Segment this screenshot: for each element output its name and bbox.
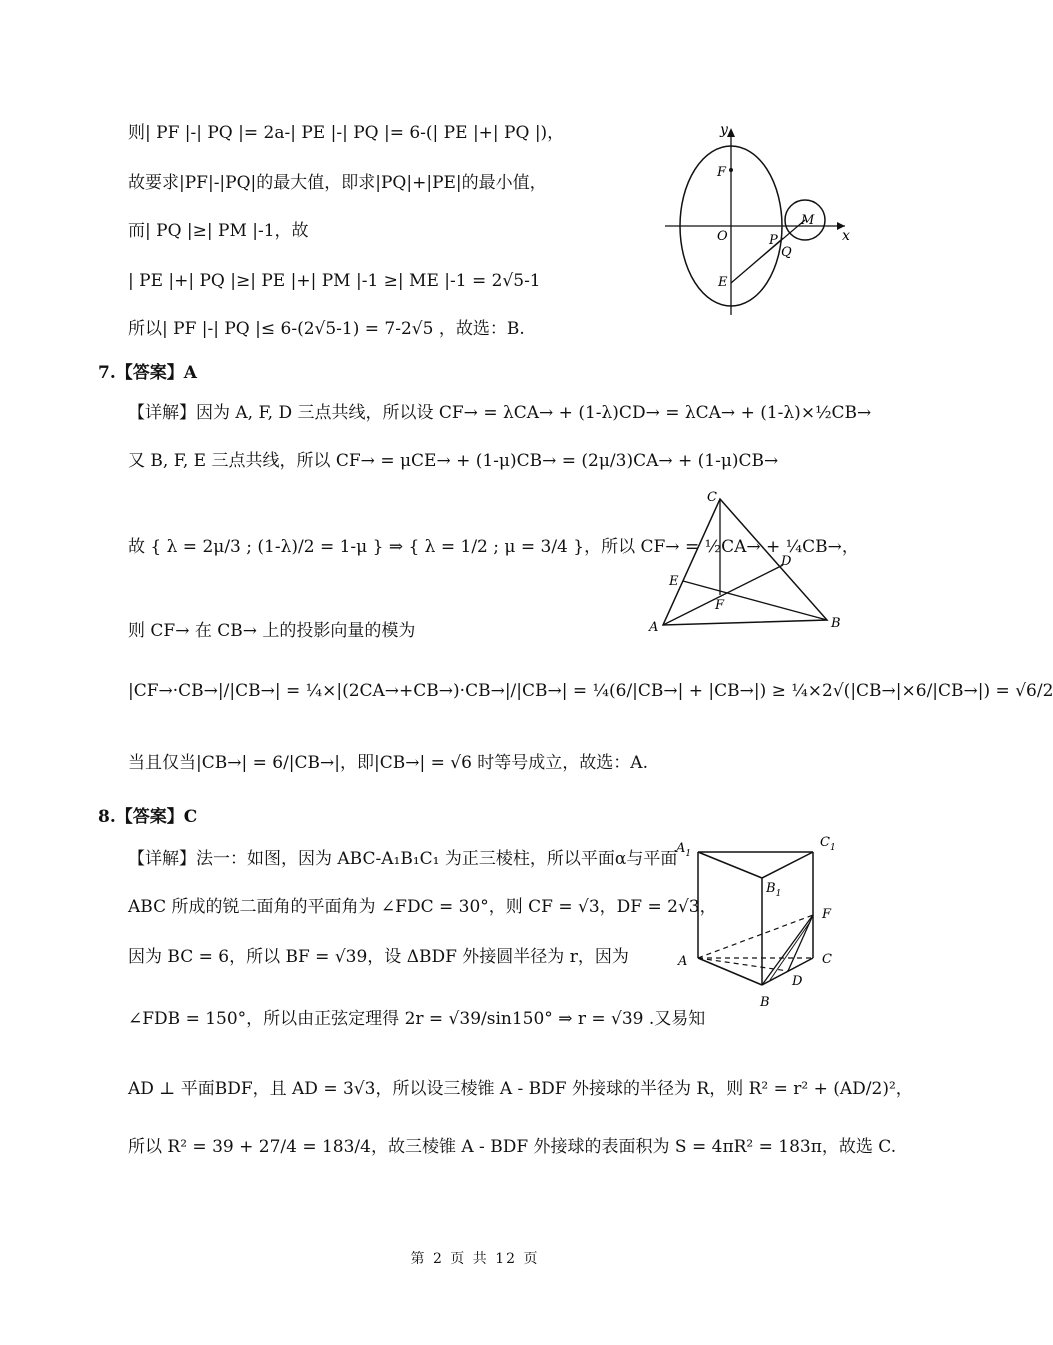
label-e: E bbox=[718, 275, 728, 290]
segment-af-hidden bbox=[698, 915, 813, 958]
label-a: A bbox=[678, 954, 688, 969]
q7-line-2: 又 B, F, E 三点共线，所以 CF→ = μCE→ + (1-μ)CB→ = (2μ/3)CA→ + (1-μ)CB→ bbox=[128, 451, 779, 471]
solution-line-1: 则| PF |-| PQ |= 2a-| PE |-| PQ |= 6-(| PE |+| PQ |)， bbox=[128, 123, 565, 143]
label-b: B bbox=[831, 616, 841, 631]
label-b1: $B_1$ bbox=[766, 881, 782, 899]
q8-answer-heading: 8.【答案】C bbox=[98, 807, 198, 827]
label-b: B bbox=[760, 995, 770, 1010]
label-y: y bbox=[720, 122, 728, 138]
label-o: O bbox=[717, 229, 728, 244]
segment-ad bbox=[663, 565, 783, 625]
label-e: E bbox=[669, 574, 679, 589]
label-c: C bbox=[822, 952, 832, 967]
q8-line-1: 【详解】法一：如图，因为 ABC-A₁B₁C₁ 为正三棱柱，所以平面α与平面 bbox=[128, 849, 678, 869]
q7-line-5: |CF→·CB→|/|CB→| = ¼×|(2CA→+CB→)·CB→|/|CB→| = ¼(6/|CB→| + |CB→|) ≥ ¼×2√(|CB→|×6/|CB→|) = √6/2 bbox=[128, 681, 1053, 701]
edge-ab bbox=[698, 958, 762, 985]
label-d: D bbox=[781, 554, 792, 569]
solution-line-3: 而| PQ |≥| PM |-1，故 bbox=[128, 221, 309, 241]
q8-line-2: ABC 所成的锐二面角的平面角为 ∠FDC = 30°，则 CF = √3，DF = 2√3， bbox=[128, 897, 717, 917]
focus-f-point bbox=[729, 168, 733, 172]
q8-line-6: 所以 R² = 39 + 27/4 = 183/4，故三棱锥 A - BDF 外接球的表面积为 S = 4πR² = 183π，故选 C. bbox=[128, 1137, 897, 1157]
label-m: M bbox=[801, 213, 815, 228]
label-f: F bbox=[822, 907, 832, 922]
q7-line-4: 则 CF→ 在 CB→ 上的投影向量的模为 bbox=[128, 621, 416, 641]
prism-figure bbox=[670, 830, 845, 1015]
q7-line-3: 故 { λ = 2μ/3 ; (1-λ)/2 = 1-μ } ⇒ { λ = 1/2 ; μ = 3/4 }，所以 CF→ = ½CA→ + ¼CB→， bbox=[128, 537, 859, 557]
solution-line-4: | PE |+| PQ |≥| PE |+| PM |-1 ≥| ME |-1 = 2√5-1 bbox=[128, 271, 541, 291]
q8-line-5: AD ⊥ 平面BDF，且 AD = 3√3，所以设三棱锥 A - BDF 外接球的半径为 R，则 R² = r² + (AD/2)²， bbox=[128, 1079, 913, 1099]
segment-be bbox=[683, 581, 827, 620]
hatch-line bbox=[770, 922, 810, 980]
solution-line-5: 所以| PF |-| PQ |≤ 6-(2√5-1) = 7-2√5 ，故选：B. bbox=[128, 319, 525, 339]
page-footer: 第 2 页 共 12 页 bbox=[410, 1251, 540, 1267]
label-q: Q bbox=[781, 245, 792, 260]
label-f: F bbox=[715, 598, 725, 613]
q7-line-1: 【详解】因为 A, F, D 三点共线，所以设 CF→ = λCA→ + (1-λ)CD→ = λCA→ + (1-λ)×½CB→ bbox=[128, 403, 872, 423]
label-p: P bbox=[769, 233, 778, 248]
triangle-abc bbox=[663, 499, 827, 625]
label-f: F bbox=[717, 165, 727, 180]
label-c1: $C_1$ bbox=[820, 835, 836, 853]
y-axis-arrow-icon bbox=[727, 128, 735, 137]
label-d: D bbox=[792, 974, 803, 989]
q7-line-6: 当且仅当|CB→| = 6/|CB→|，即|CB→| = √6 时等号成立，故选：A. bbox=[128, 753, 648, 773]
q7-answer-heading: 7.【答案】A bbox=[98, 363, 197, 383]
label-c: C bbox=[707, 490, 717, 505]
segment-bf bbox=[762, 915, 813, 985]
solution-line-2: 故要求|PF|-|PQ|的最大值，即求|PQ|+|PE|的最小值， bbox=[128, 173, 547, 193]
q8-line-4: ∠FDB = 150°，所以由正弦定理得 2r = √39/sin150° ⇒ r = √39 .又易知 bbox=[128, 1009, 706, 1029]
label-a: A bbox=[649, 620, 659, 635]
q8-line-3: 因为 BC = 6，所以 BF = √39，设 ΔBDF 外接圆半径为 r，因为 bbox=[128, 947, 629, 967]
label-x: x bbox=[842, 228, 850, 244]
triangle-figure bbox=[645, 485, 850, 635]
label-a1: $A_1$ bbox=[676, 841, 692, 859]
top-face bbox=[698, 852, 813, 878]
ellipse-figure bbox=[665, 120, 855, 320]
